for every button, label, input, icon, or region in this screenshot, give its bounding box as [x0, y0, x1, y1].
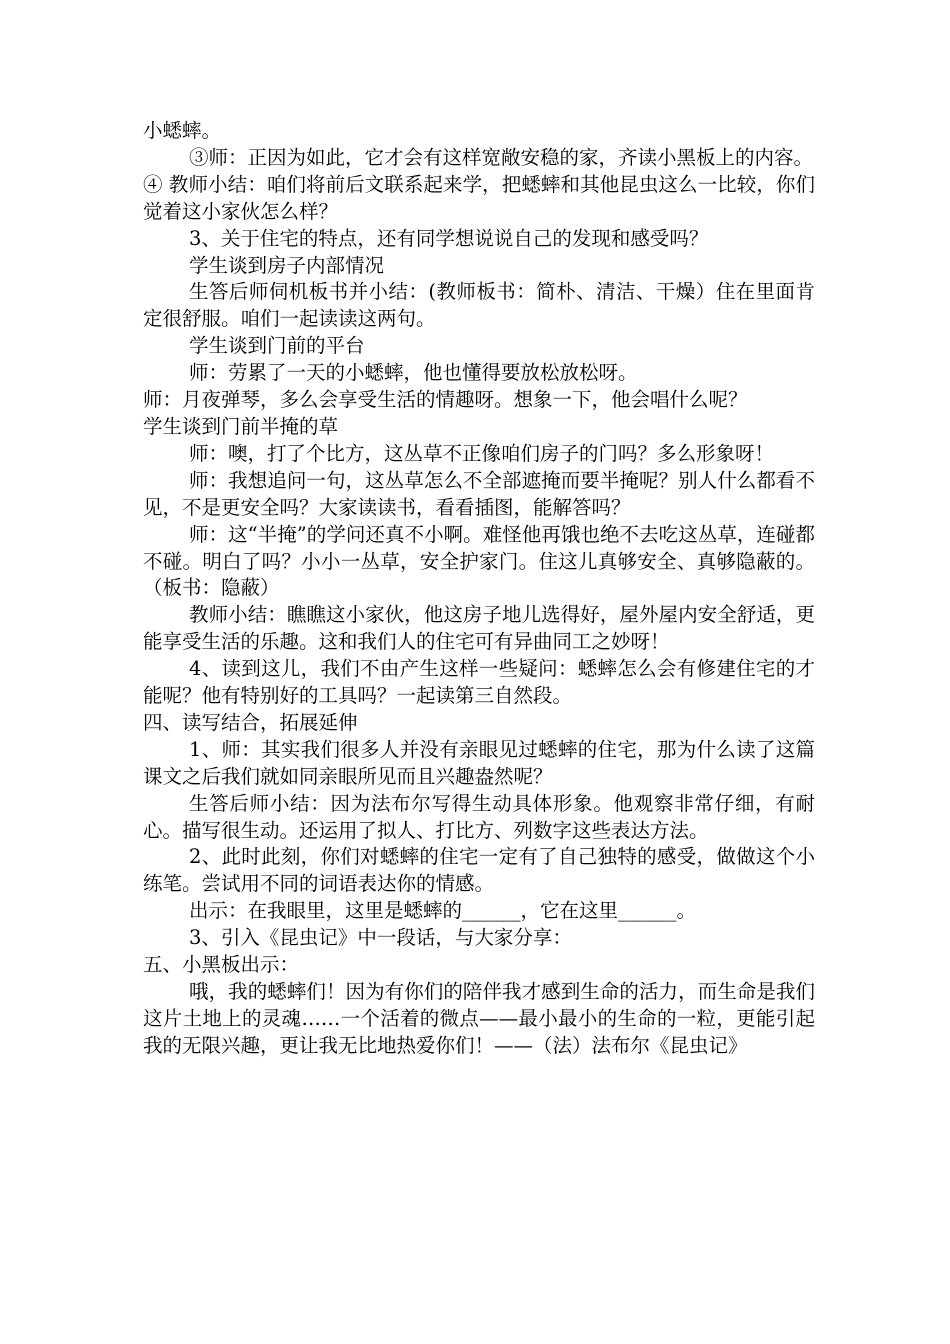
paragraph: 师：噢，打了个比方，这丛草不正像咱们房子的门吗？多么形象呀！ [189, 441, 775, 465]
paragraph: 师：我想追问一句，这丛草怎么不全部遮掩而要半掩呢？别人什么都看不见，不是更安全吗？大家读读书，看看插图，能解答吗？ [143, 468, 815, 519]
paragraph: 哦，我的蟋蟀们！因为有你们的陪伴我才感到生命的活力，而生命是我们这片土地上的灵魂……一个活着的微点——最小最小的生命的一粒，更能引起我的无限兴趣，更让我无比地热爱你们！——（法）法布尔《昆虫记》 [143, 980, 815, 1057]
paragraph: 4、读到这儿，我们不由产生这样一些疑问：蟋蟀怎么会有修建住宅的才能呢？他有特别好的工具吗？一起读第三自然段。 [143, 657, 815, 708]
paragraph: 五、小黑板出示： [143, 953, 300, 977]
paragraph: 学生谈到门前的平台 [189, 334, 365, 358]
paragraph: 3、关于住宅的特点，还有同学想说说自己的发现和感受吗？ [189, 226, 709, 250]
paragraph: 师：劳累了一天的小蟋蟀，他也懂得要放松放松呀。 [189, 361, 638, 385]
paragraph: 生答后师小结：因为法布尔写得生动具体形象。他观察非常仔细，有耐心。描写很生动。还运用了拟人、打比方、列数字这些表达方法。 [143, 791, 815, 842]
paragraph: ④ 教师小结：咱们将前后文联系起来学，把蟋蟀和其他昆虫这么一比较，你们觉着这小家伙怎么样？ [143, 172, 815, 223]
paragraph: 3、引入《昆虫记》中一段话，与大家分享： [189, 926, 572, 950]
paragraph: 师：月夜弹琴，多么会享受生活的情趣呀。想象一下，他会唱什么呢？ [143, 388, 748, 412]
paragraph: 小蟋蟀。 [143, 119, 222, 142]
paragraph: 生答后师伺机板书并小结：(教师板书：简朴、清洁、干燥）住在里面肯定很舒服。咱们一起读读这两句。 [143, 280, 815, 331]
paragraph: 出示：在我眼里，这里是蟋蟀的______，它在这里______。 [189, 899, 697, 923]
paragraph: 师：这“半掩”的学问还真不小啊。难怪他再饿也绝不去吃这丛草，连碰都不碰。明白了吗？小小一丛草，安全护家门。住这儿真够安全、真够隐蔽的。（板书：隐蔽） [143, 522, 815, 600]
paragraph: 学生谈到门前半掩的草 [143, 414, 339, 438]
paragraph: ③师：正因为如此，它才会有这样宽敞安稳的家，齐读小黑板上的内容。 [189, 145, 814, 169]
document-body [143, 118, 815, 1060]
paragraph: 2、此时此刻，你们对蟋蟀的住宅一定有了自己独特的感受，做做这个小练笔。尝试用不同的词语表达你的情感。 [143, 845, 815, 896]
paragraph: 学生谈到房子内部情况 [189, 253, 385, 277]
paragraph: 四、读写结合，拓展延伸 [143, 710, 358, 734]
paragraph: 教师小结：瞧瞧这小家伙，他这房子地儿选得好，屋外屋内安全舒适，更能享受生活的乐趣。这和我们人的住宅可有异曲同工之妙呀！ [143, 603, 815, 654]
paragraph: 1、师：其实我们很多人并没有亲眼见过蟋蟀的住宅，那为什么读了这篇课文之后我们就如同亲眼所见而且兴趣盎然呢？ [143, 737, 815, 788]
